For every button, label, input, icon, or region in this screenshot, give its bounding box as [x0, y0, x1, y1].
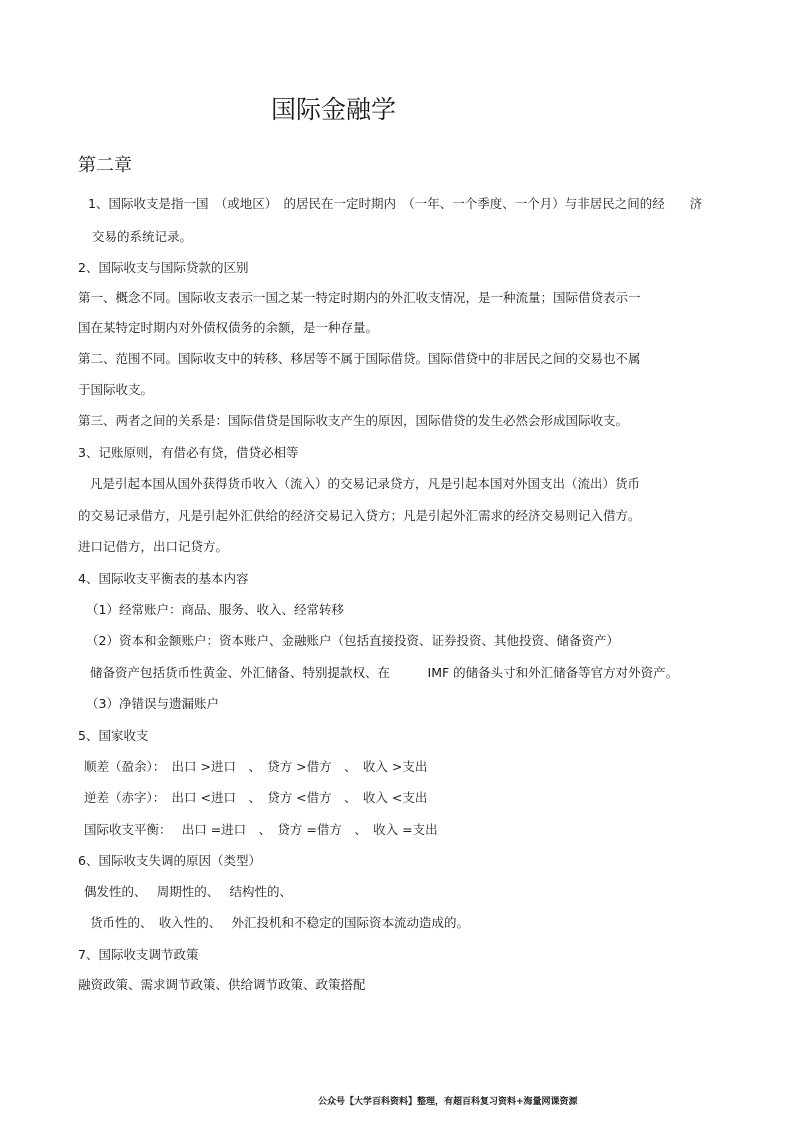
text-line: 国际收支平衡： 出口 =进口 、 贷方 =借方 、 收入 =支出	[84, 822, 438, 837]
text-line: 进口记借方，出口记贷方。	[78, 539, 229, 554]
text-line: 储备资产包括货币性黄金、外汇储备、特别提款权、在 IMF 的储备头寸和外汇储备等官方对外资产。	[90, 665, 679, 680]
text-line: 融资政策、需求调节政策、供给调节政策、政策搭配	[78, 977, 366, 992]
text-line: 偶发性的、 周期性的、 结构性的、	[84, 884, 292, 899]
text-line: 凡是引起本国从国外获得货币收入（流入）的交易记录贷方，凡是引起本国对外国支出（流出）货币	[90, 476, 641, 491]
text-line: 的交易记录借方，凡是引起外汇供给的经济交易记入贷方；凡是引起外汇需求的经济交易则记入借方。	[78, 508, 641, 523]
section-heading: 2、国际收支与国际贷款的区别	[78, 260, 249, 275]
text-line: 第三、两者之间的关系是：国际借贷是国际收支产生的原因，国际借贷的发生必然会形成国际收支。	[78, 413, 629, 428]
text-line: 货币性的、 收入性的、 外汇投机和不稳定的国际资本流动造成的。	[90, 915, 469, 930]
document-title: 国际金融学	[271, 95, 397, 124]
section-heading: 6、国际收支失调的原因（类型）	[78, 853, 261, 868]
page-footer: 公众号【大学百科资料】整理，有超百科复习资料+海量网课资源	[318, 1097, 578, 1107]
chapter-heading: 第二章	[78, 155, 132, 176]
text-line: 顺差（盈余）： 出口 >进口 、 贷方 >借方 、 收入 >支出	[84, 759, 428, 774]
text-line: （3）净错误与遗漏账户	[86, 696, 219, 711]
text-line: 第一、概念不同。国际收支表示一国之某一特定时期内的外汇收支情况，是一种流量；国际借贷表示一	[78, 290, 641, 305]
text-line: （1）经常账户：商品、服务、收入、经常转移	[86, 602, 344, 617]
text-line: 国在某特定时期内对外债权债务的余额，是一种存量。	[78, 320, 379, 335]
text-line: 交易的系统记录。	[92, 229, 193, 244]
section-heading: 5、国家收支	[78, 728, 149, 743]
section-heading: 7、国际收支调节政策	[78, 947, 199, 962]
text-line: 第二、范围不同。国际收支中的转移、移居等不属于国际借贷。国际借贷中的非居民之间的交易也不属	[78, 351, 641, 366]
text-line: 于国际收支。	[78, 382, 154, 397]
text-line: （2）资本和金额账户：资本账户、金融账户（包括直接投资、证券投资、其他投资、储备资产）	[86, 633, 619, 648]
section-heading: 4、国际收支平衡表的基本内容	[78, 571, 249, 586]
text-line: 1、国际收支是指一国 （或地区） 的居民在一定时期内 （一年、一个季度、一个月）与非居民之间的经 济	[88, 196, 703, 211]
text-line: 逆差（赤字）： 出口 <进口 、 贷方 <借方 、 收入 <支出	[84, 790, 428, 805]
section-heading: 3、记账原则，有借必有贷，借贷必相等	[78, 445, 299, 460]
